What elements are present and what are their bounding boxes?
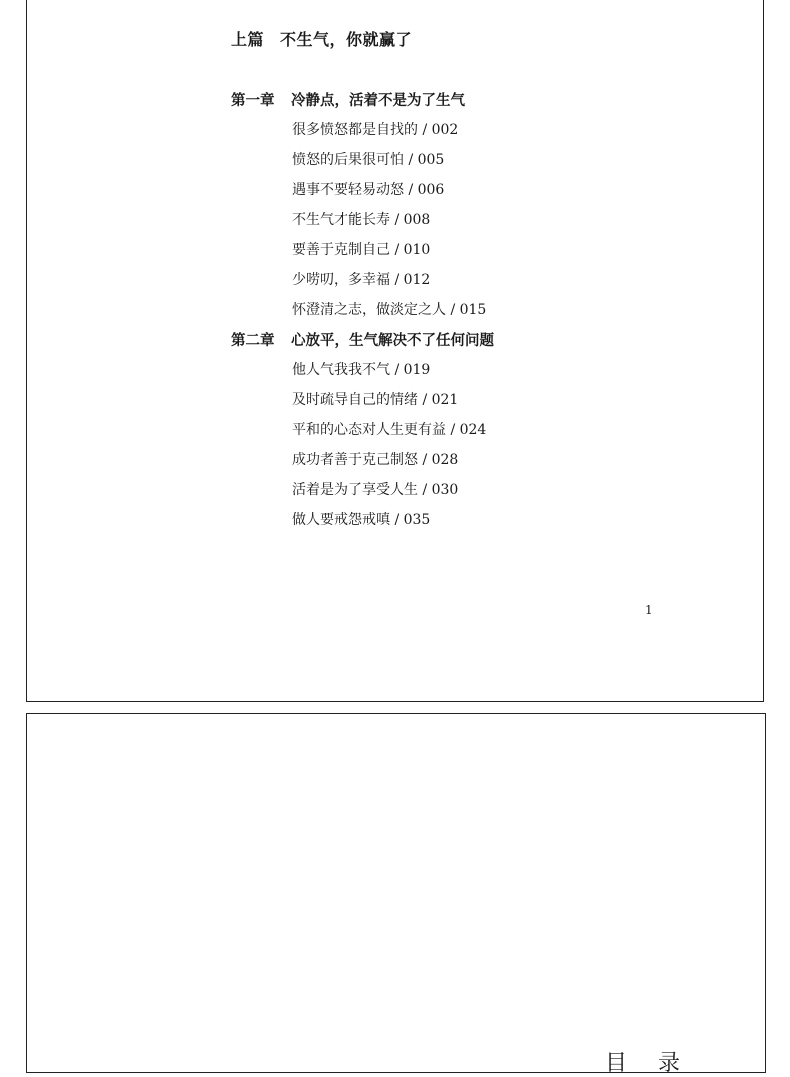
toc-entry[interactable]: 活着是为了享受人生 / 030 [292, 482, 459, 498]
part-title-text: 不生气，你就赢了 [280, 30, 413, 49]
book-page-2 [26, 713, 766, 1076]
chapter-label: 第二章 [231, 332, 275, 349]
toc-entry[interactable]: 要善于克制自己 / 010 [292, 242, 431, 258]
chapter-1-heading [231, 89, 465, 110]
part-title [231, 27, 412, 50]
page-number: 1 [645, 603, 653, 617]
toc-entry[interactable]: 遇事不要轻易动怒 / 006 [292, 182, 445, 198]
toc-entry[interactable]: 他人气我我不气 / 019 [292, 362, 431, 378]
toc-entry[interactable]: 愤怒的后果很可怕 / 005 [292, 152, 445, 168]
chapter-title: 心放平，生气解决不了任何问题 [291, 332, 494, 349]
toc-entry[interactable]: 做人要戒怨戒嗔 / 035 [292, 512, 431, 528]
toc-entry[interactable]: 平和的心态对人生更有益 / 024 [292, 422, 487, 438]
part-label: 上篇 [231, 30, 265, 49]
toc-entry[interactable]: 及时疏导自己的情绪 / 021 [292, 392, 459, 408]
toc-entry[interactable]: 成功者善于克己制怒 / 028 [292, 452, 459, 468]
toc-entry[interactable]: 怀澄清之志，做淡定之人 / 015 [292, 302, 487, 318]
toc-entry[interactable]: 少唠叨，多幸福 / 012 [292, 272, 431, 288]
chapter-label: 第一章 [231, 92, 275, 109]
toc-heading: 目 录 [605, 1051, 692, 1076]
toc-entry[interactable]: 不生气才能长寿 / 008 [292, 212, 431, 228]
chapter-2-heading [231, 329, 494, 350]
toc-entry[interactable]: 很多愤怒都是自找的 / 002 [292, 122, 459, 138]
book-page-1 [26, 0, 764, 702]
chapter-title: 冷静点，活着不是为了生气 [291, 92, 465, 109]
